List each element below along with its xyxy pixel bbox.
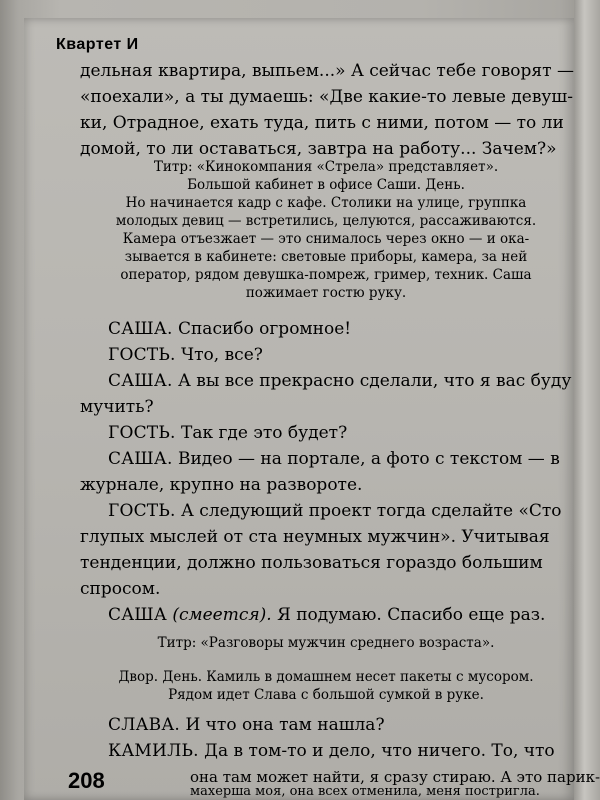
dialogue-text: махерша моя, она всех отменила, меня постригла. [190,784,540,799]
dialogue-text: она там может найти, я сразу стираю. А это парик- [190,768,600,786]
prose-line: домой, то ли оставаться, завтра на работу... Зачем?» [80,139,557,159]
speaker-name: СЛАВА. [108,715,181,735]
dialogue-text: мучить? [80,397,154,417]
stage-direction-line: молодых девиц — встретились, целуются, рассаживаются. [115,213,537,229]
dialogue-text: спросом. [80,579,161,599]
stage-direction-line: зывается в кабинете: световые приборы, камера, за ней [124,249,528,265]
dialogue-text: А вы все прекрасно сделали, что я вас буду [172,371,572,391]
speaker-name: САША. [108,319,173,339]
dialogue-line [80,576,560,602]
speaker-name: КАМИЛЬ. [108,741,199,761]
dialogue-line [80,316,588,342]
stage-direction-line: пожимает гостю руку. [245,285,407,301]
stage-direction-line: Но начинается кадр с кафе. Столики на улице, группка [125,195,527,211]
titr-line: Титр: «Разговоры мужчин среднего возраста». [157,635,495,651]
dialogue-line [80,472,560,498]
dialogue-text: тенденции, должно пользоваться гораздо большим [80,553,543,573]
dialogue-text: А следующий проект тогда сделайте «Сто [175,501,562,521]
dialogue-text: журнале, крупно на развороте. [80,475,363,495]
running-header: Квартет И [56,36,139,53]
dialogue-line [80,446,588,472]
dialogue-text: Что, все? [175,345,263,365]
dialogue-line [80,738,588,764]
stage-direction-line: Титр: «Кинокомпания «Стрела» представляет». [153,159,499,175]
stage-direction-line: оператор, рядом девушка-помреж, гример, техник. Саша [120,267,532,283]
dialogue-line [80,498,588,524]
dialogue-line [80,342,588,368]
dialogue-text: Я подумаю. Спасибо еще раз. [271,605,546,625]
dialogue-line [80,712,588,738]
dialogue-text: Видео — на портале, а фото с текстом — в [172,449,560,469]
dialogue-line [80,602,588,628]
speaker-name: ГОСТЬ. [108,501,176,521]
dialogue-text: И что она там нашла? [180,715,385,735]
speaker-name: ГОСТЬ. [108,423,176,443]
stage-direction-line: Большой кабинет в офисе Саши. День. [187,177,465,193]
parenthetical: (смеется). [166,605,272,625]
prose-line: ки, Отрадное, ехать туда, пить с ними, потом — то ли [80,113,564,133]
dialogue-text: глупых мыслей от ста неумных мужчин». Учитывая [80,527,550,547]
stage-direction-line: Рядом идет Слава с большой сумкой в руке. [168,687,484,703]
dialogue-line [80,368,588,394]
dialogue-line [80,524,560,550]
prose-line: «поехали», а ты думаешь: «Две какие-то левые девуш- [80,87,573,107]
dialogue-text: Спасибо огромное! [172,319,352,339]
dialogue-line [80,394,560,420]
prose-line: дельная квартира, выпьем...» А сейчас тебе говорят — [80,61,574,81]
page-number: 208 [68,768,105,793]
stage-direction-line: Двор. День. Камиль в домашнем несет пакеты с мусором. [118,669,534,685]
next-page-edge [574,0,600,800]
dialogue-line [190,784,570,800]
speaker-name: САША. [108,449,173,469]
speaker-name: САША [108,605,167,625]
dialogue-text: Да в том-то и дело, что ничего. То, что [198,741,555,761]
speaker-name: САША. [108,371,173,391]
dialogue-line [80,550,560,576]
speaker-name: ГОСТЬ. [108,345,176,365]
dialogue-text: Так где это будет? [175,423,348,443]
dialogue-line [80,420,588,446]
stage-direction-line: Камера отъезжает — это снималось через окно — и ока- [122,231,530,247]
